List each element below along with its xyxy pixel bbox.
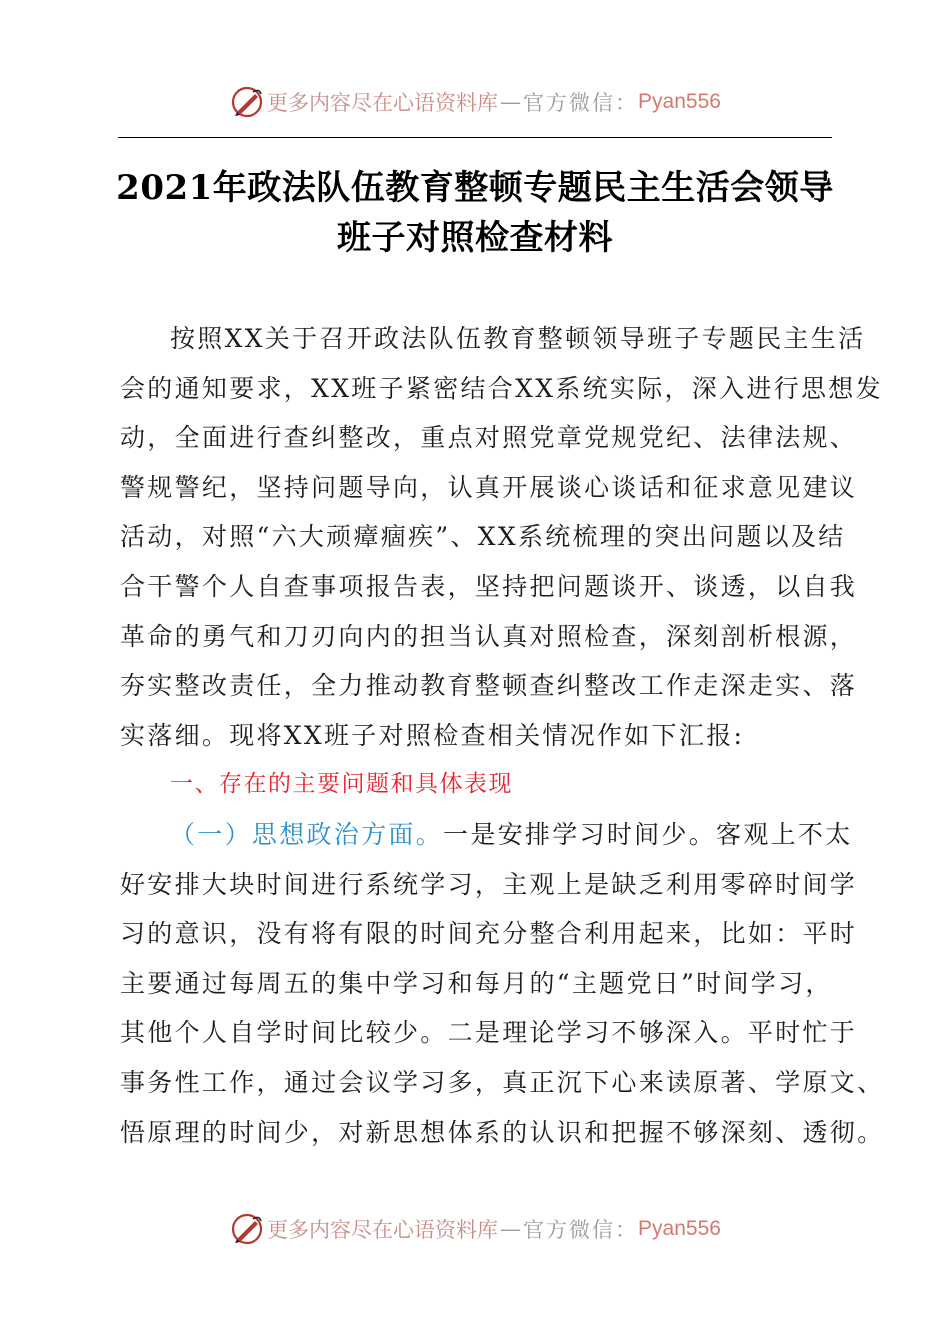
banner-wechat-label: 官方微信： xyxy=(523,1218,639,1242)
subsection-label: （一）思想政治方面。 xyxy=(170,819,444,849)
intro-line: 会的通知要求，XX班子紧密结合XX系统实际，深入进行思想发 xyxy=(120,373,883,403)
document-title xyxy=(100,163,850,263)
intro-line: 按照XX关于召开政法队伍教育整顿领导班子专题民主生活 xyxy=(170,324,866,353)
banner-dash: — xyxy=(500,90,522,114)
banner-wechat-id: Pyan556 xyxy=(638,90,721,113)
title-line: 班子对照检查材料 xyxy=(337,218,613,258)
intro-line: 活动，对照“六大顽瘴痼疾”、XX系统梳理的突出问题以及结 xyxy=(120,522,846,552)
intro-line: 实落细。现将XX班子对照检查相关情况作如下汇报: xyxy=(120,720,745,750)
banner-wechat-id: Pyan556 xyxy=(638,1217,721,1240)
subsection-line: 主要通过每周五的集中学习和每月的“主题党日”时间学习， xyxy=(120,968,833,998)
subsection-line: 悟原理的时间少，对新思想体系的认识和把握不够深刻、透彻。 xyxy=(120,1117,885,1147)
banner-dash: — xyxy=(500,1217,522,1241)
pen-logo-icon xyxy=(229,84,265,120)
subsection-line: 好安排大块时间进行系统学习，主观上是缺乏利用零碎时间学 xyxy=(120,869,858,899)
subsection-first-line xyxy=(120,810,853,860)
pen-logo-icon xyxy=(229,1211,265,1247)
document-body xyxy=(120,314,885,1157)
banner-main-text: 更多内容尽在心语资料库 xyxy=(267,1218,499,1242)
footer-banner xyxy=(0,1209,950,1249)
subsection-line: 习的意识，没有将有限的时间充分整合利用起来，比如：平时 xyxy=(120,919,858,949)
header-banner xyxy=(0,82,950,122)
section-heading: 一、存在的主要问题和具体表现 xyxy=(170,771,513,798)
banner-main-text: 更多内容尽在心语资料库 xyxy=(267,91,499,115)
banner-wechat-label: 官方微信： xyxy=(523,91,639,115)
intro-line: 动，全面进行查纠整改，重点对照党章党规党纪、法律法规、 xyxy=(120,423,858,453)
intro-line: 夯实整改责任，全力推动教育整顿查纠整改工作走深走实、落 xyxy=(120,671,858,701)
subsection-first-line-text: 一是安排学习时间少。客观上不太 xyxy=(443,819,853,849)
subsection-line: 其他个人自学时间比较少。二是理论学习不够深入。平时忙于 xyxy=(120,1018,858,1048)
header-divider xyxy=(118,137,832,138)
subsection-line: 事务性工作，通过会议学习多，真正沉下心来读原著、学原文、 xyxy=(120,1067,885,1097)
intro-line: 合干警个人自查事项报告表，坚持把问题谈开、谈透，以自我 xyxy=(120,571,858,601)
title-line: 2021年政法队伍教育整顿专题民主生活会领导 xyxy=(116,168,834,208)
intro-line: 警规警纪，坚持问题导向，认真开展谈心谈话和征求意见建议 xyxy=(120,472,858,502)
intro-line: 革命的勇气和刀刃向内的担当认真对照检查，深刻剖析根源， xyxy=(120,621,858,651)
